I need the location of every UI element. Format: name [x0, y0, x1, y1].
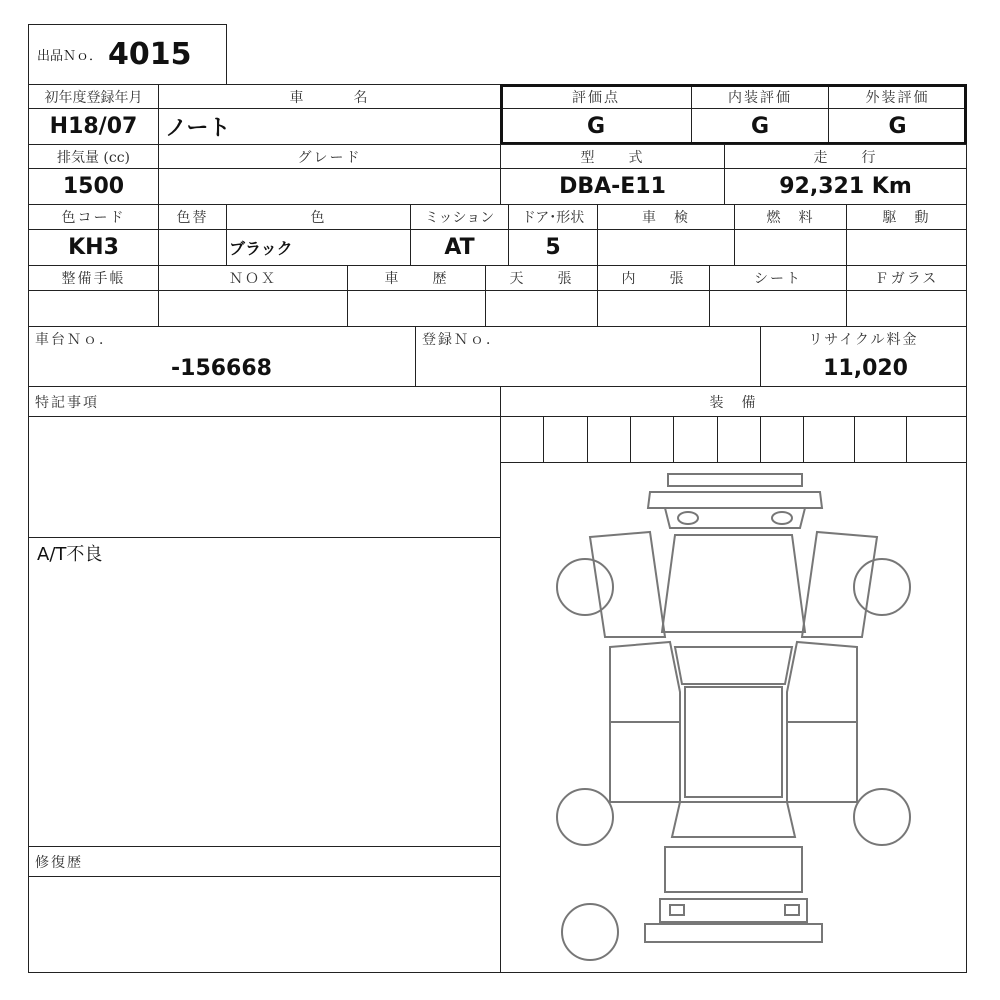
repair-label: 修復歴 [28, 846, 501, 877]
drive-label: 駆 動 [846, 204, 967, 230]
regno-value [415, 350, 761, 387]
car-name: ノート [158, 108, 501, 145]
drive-value [846, 229, 967, 266]
glass-value [846, 290, 967, 327]
glass-label: Ｆガラス [846, 265, 967, 291]
lot-box [28, 24, 227, 85]
seat-label: シート [709, 265, 847, 291]
inspection-value [597, 229, 735, 266]
int-label: 内装評価 [691, 84, 829, 109]
equipment-cell [630, 416, 674, 463]
nox-label: ＮＯＸ [158, 265, 348, 291]
ext-value: G [828, 108, 967, 145]
mission-value: AT [410, 229, 509, 266]
model-label: 型 式 [500, 144, 725, 169]
equipment-label: 装 備 [500, 386, 967, 417]
lot-label: 出品Ｎｏ． [37, 49, 103, 64]
grade-label: グレード [158, 144, 501, 169]
reg-label: 初年度登録年月 [28, 84, 159, 109]
color-value: ブラック [226, 229, 411, 266]
notes-box [28, 537, 501, 847]
fuel-label: 燃 料 [734, 204, 847, 230]
notes-box-top [28, 416, 501, 538]
regno-label: 登録Ｎｏ． [415, 326, 761, 351]
ceiling-value [485, 290, 598, 327]
equipment-cell [854, 416, 907, 463]
repaint-value [158, 229, 227, 266]
door-value: 5 [508, 229, 598, 266]
interior-label: 内 張 [597, 265, 710, 291]
equipment-cell [803, 416, 855, 463]
model-value: DBA-E11 [500, 168, 725, 205]
equipment-cell [760, 416, 804, 463]
notes-label: 特記事項 [28, 386, 501, 417]
car-diagram-icon [500, 462, 967, 973]
color-label: 色 [226, 204, 411, 230]
lot-number: 4015 [108, 37, 192, 72]
repaint-label: 色替 [158, 204, 227, 230]
history-value [347, 290, 486, 327]
mission-label: ミッション [410, 204, 509, 230]
repair-box [28, 876, 501, 973]
equipment-cell [673, 416, 718, 463]
seat-value [709, 290, 847, 327]
recycle-label: リサイクル料金 [760, 326, 967, 351]
cc-value: 1500 [28, 168, 159, 205]
inspection-label: 車 検 [597, 204, 735, 230]
chassis-label: 車台Ｎｏ． [28, 326, 416, 351]
reg-value: H18/07 [28, 108, 159, 145]
equipment-cell [717, 416, 761, 463]
service-value [28, 290, 159, 327]
equipment-cell [543, 416, 588, 463]
cc-label: 排気量 (cc) [28, 144, 159, 169]
colorcode-value: KH3 [28, 229, 159, 266]
equipment-cell [906, 416, 967, 463]
int-value: G [691, 108, 829, 145]
history-label: 車 歴 [347, 265, 486, 291]
name-label: 車 名 [158, 84, 501, 109]
ceiling-label: 天 張 [485, 265, 598, 291]
fuel-value [734, 229, 847, 266]
nox-value [158, 290, 348, 327]
notes-text: A/T不良 [37, 544, 103, 565]
score-value: G [500, 108, 692, 145]
ext-label: 外装評価 [828, 84, 967, 109]
equipment-cell [587, 416, 631, 463]
equipment-cell [500, 416, 544, 463]
service-label: 整備手帳 [28, 265, 159, 291]
interior-value [597, 290, 710, 327]
door-label: ドア･形状 [508, 204, 598, 230]
mileage-label: 走 行 [724, 144, 967, 169]
recycle-value: 11,020 [760, 350, 967, 387]
chassis-value: -156668 [28, 350, 416, 387]
colorcode-label: 色コード [28, 204, 159, 230]
score-label: 評価点 [500, 84, 692, 109]
grade-value [158, 168, 501, 205]
mileage-value: 92,321 Km [724, 168, 967, 205]
